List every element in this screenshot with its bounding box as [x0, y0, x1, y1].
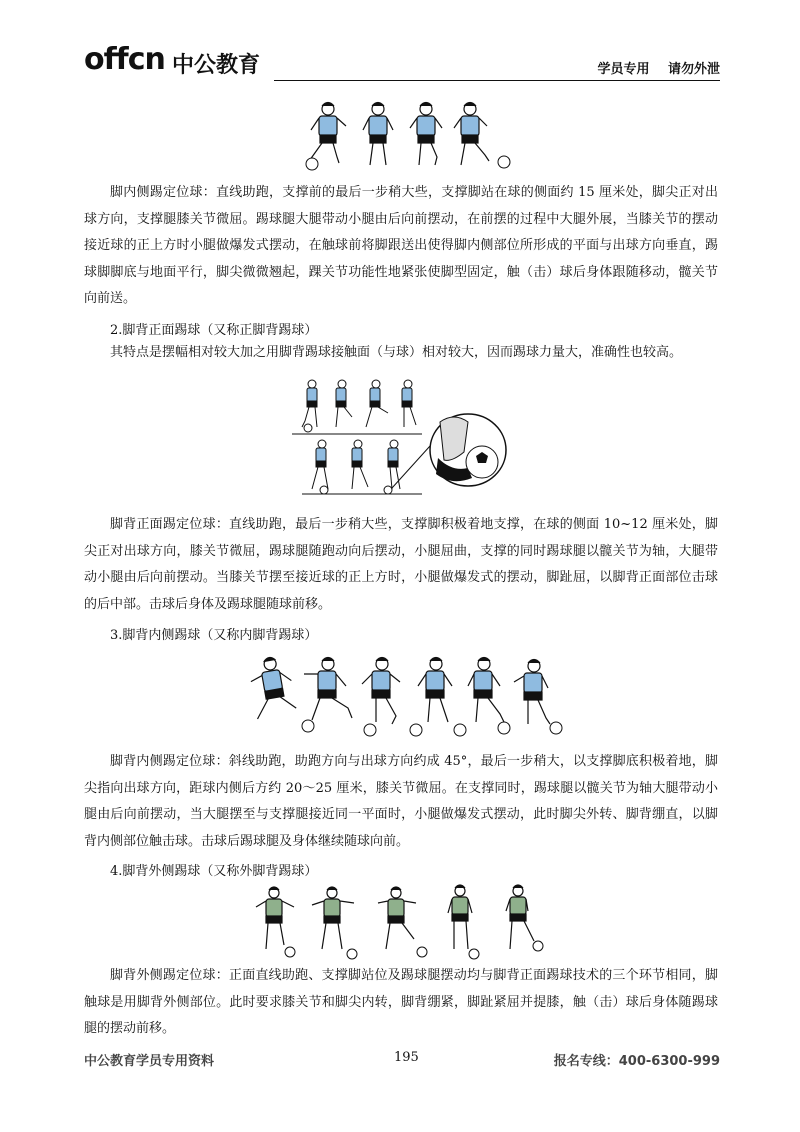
ball-icon: [320, 486, 328, 494]
paragraph-instep-kick: 脚背正面踢定位球：直线助跑，最后一步稍大些，支撑脚积极着地支撑，在球的侧面 10~12 厘米处，脚尖正对出球方向，膝关节微屈，踢球腿随跑动向后摆动，小腿屈曲，支撑的同时踢球腿以髋关节为轴，大腿带动小腿由后向前摆动。当膝关节摆至接近球的正上方时，小腿做爆发式的摆动，脚趾屈，以脚背正面部位击球的后中部。击球后身体及踢球腿随球前移。: [84, 517, 718, 612]
ball-icon: [417, 947, 427, 957]
offcn-logo: [84, 36, 274, 80]
section-heading-outer-instep-kick: 4.脚背外侧踢球（又称外脚背踢球）: [110, 864, 318, 879]
player-figure: [256, 887, 294, 949]
player-figure: [418, 658, 452, 723]
ball-icon: [498, 156, 510, 168]
ball-icon: [410, 724, 422, 736]
paragraph-inside-foot-kick: 脚内侧踢定位球：直线助跑，支撑前的最后一步稍大些，支撑脚站在球的侧面约 15 厘米处，脚尖正对出球方向，支撑腿膝关节微屈。踢球腿大腿带动小腿由后向前摆动，在前摆的过程中大腿外展，当膝关节的摆动接近球的正上方时小腿做爆发式摆动，在触球前将脚跟送出使得脚内侧部位所形成的平面与出球方向垂直，踢球脚脚底与地面平行，脚尖微微翘起，踝关节功能性地紧张使脚型固定，触（击）球后身体跟随移动，髋关节向前送。: [84, 185, 718, 306]
ball-icon: [384, 486, 392, 494]
figure-inside-foot-kick: [296, 100, 518, 172]
player-figure: [312, 887, 354, 949]
player-figure: [302, 380, 317, 427]
page-footer: [84, 1050, 720, 1074]
player-figure: [454, 103, 489, 166]
page-number: 195: [394, 1050, 419, 1065]
ball-icon: [347, 949, 357, 959]
paragraph-instep-kick-intro: 其特点是摆幅相对较大加之用脚背踢球接触面（与球）相对较大，因而踢球力量大，准确性也较高。: [110, 345, 683, 360]
ball-icon: [469, 949, 479, 959]
ball-icon: [533, 941, 543, 951]
logo-brand-cn: 中公教育: [172, 53, 261, 78]
figure-outer-instep-kick: [246, 884, 556, 960]
paragraph-inner-instep-kick: 脚背内侧踢定位球：斜线助跑，助跑方向与出球方向约成 45°，最后一步稍大，以支撑脚底积极着地，脚尖指向出球方向，距球内侧后方约 20～25 厘米，膝关节微屈。在支撑同时，踢球腿以髋关节为轴大腿带动小腿由后向前摆动，当大腿摆至与支撑腿接近同一平面时，小腿做爆发式摆动，此时脚尖外转、脚背绷直，以脚背内侧部位触击球。击球后踢球腿及身体继续随球向前。: [84, 754, 718, 849]
player-figure: [352, 440, 368, 489]
header-tags: [583, 58, 720, 77]
player-figure: [308, 103, 346, 164]
page-header: [84, 36, 720, 84]
player-figure: [366, 380, 388, 427]
player-figure: [362, 658, 400, 725]
logo-brand: offcn: [84, 42, 165, 77]
figure-inner-instep-kick: [240, 652, 566, 742]
header-tag-students-only: 学员专用: [597, 62, 650, 77]
header-tag-do-not-leak: 请勿外泄: [667, 62, 720, 77]
ball-icon: [454, 724, 466, 736]
section-heading-instep-kick: 2.脚背正面踢球（又称正脚背踢球）: [110, 323, 318, 338]
zoom-inset: [430, 414, 506, 486]
footer-hotline: 报名专线：400-6300-999: [553, 1054, 720, 1069]
player-figure: [378, 887, 416, 949]
header-rule: [274, 80, 720, 81]
player-figure: [410, 103, 442, 166]
ball-icon: [364, 724, 376, 736]
ball-icon: [498, 722, 510, 734]
player-figure: [304, 658, 352, 721]
player-figure: [514, 660, 550, 725]
player-figure: [468, 658, 504, 723]
player-figure: [402, 380, 416, 427]
paragraph-outer-instep-kick: 脚背外侧踢定位球：正面直线助跑、支撑脚站位及踢球腿摆动均与脚背正面踢球技术的三个环节相同，脚触球是用脚背外侧部位。此时要求膝关节和脚尖内转，脚背绷紧，脚趾紧屈并提膝，触（击）球后身体随踢球腿的摆动前移。: [84, 968, 718, 1036]
player-figure: [363, 103, 393, 166]
ball-icon: [285, 947, 295, 957]
footer-left-label: 中公教育学员专用资料: [84, 1054, 215, 1069]
figure-instep-kick: [290, 376, 512, 500]
player-figure: [506, 885, 534, 949]
player-figure: [336, 380, 352, 427]
ball-icon: [302, 720, 314, 732]
section-heading-inner-instep-kick: 3.脚背内侧踢球（又称内脚背踢球）: [110, 628, 318, 643]
player-figure: [247, 654, 297, 719]
player-figure: [448, 885, 472, 949]
ball-icon: [550, 722, 562, 734]
player-figure: [312, 440, 328, 489]
ball-icon: [306, 158, 318, 170]
ball-icon: [304, 424, 312, 432]
